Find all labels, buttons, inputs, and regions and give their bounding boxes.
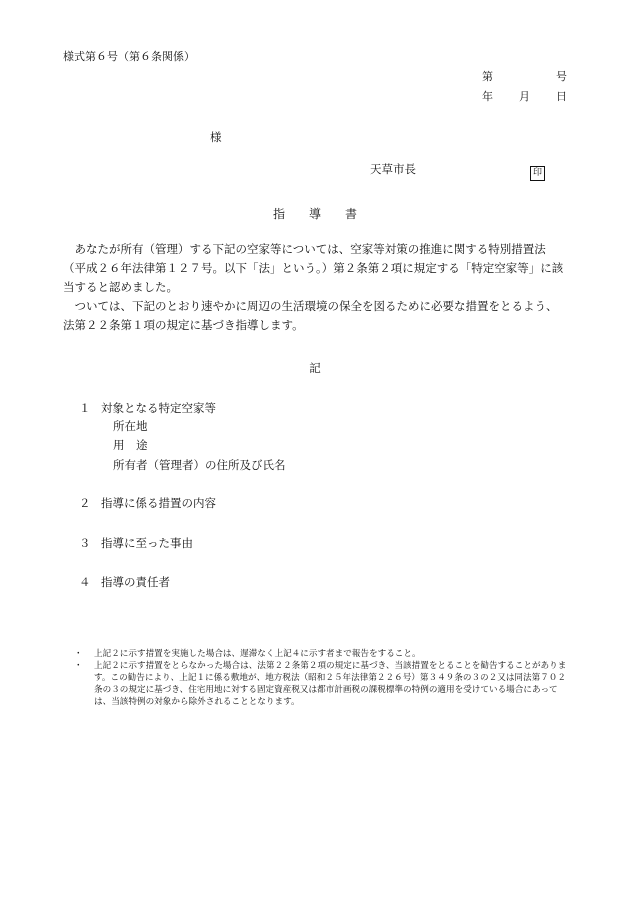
note-bullet: ・ — [74, 649, 83, 659]
item-3-number: ３ — [79, 536, 91, 550]
item-3-label: 指導に至った事由 — [101, 536, 193, 550]
body-text — [63, 240, 568, 335]
note-item — [74, 648, 569, 660]
item-2-label: 指導に係る措置の内容 — [101, 496, 216, 510]
note-bullet: ・ — [74, 661, 83, 671]
seal-icon: 印 — [530, 166, 545, 181]
addressee-suffix: 様 — [210, 130, 222, 144]
item-2-number: ２ — [79, 496, 91, 510]
item-4-label: 指導の責任者 — [101, 575, 170, 589]
body-paragraph-2: ついては、下記のとおり速やかに周辺の生活環境の保全を図るために必要な措置をとるよう、法第２２条第１項の規定に基づき指導します。 — [63, 299, 558, 332]
document-title: 指 導 書 — [272, 207, 357, 221]
note-text: 上記２に示す措置を実施した場合は、遅滞なく上記４に示す者まで報告をすること。 — [94, 649, 421, 659]
ki-heading: 記 — [309, 361, 321, 375]
item-1-number: １ — [79, 401, 91, 415]
body-paragraph-1: あなたが所有（管理）する下記の空家等については、空家等対策の推進に関する特別措置法（平成２６年法律第１２７号。以下「法」という。）第２条第２項に規定する「特定空家等」に該当すると認めました。 — [63, 242, 564, 294]
item-1-sub-use: 用 途 — [113, 438, 148, 452]
item-1-sub-location: 所在地 — [113, 419, 148, 433]
seal-mark — [530, 160, 545, 181]
note-item — [74, 660, 569, 708]
document-number-prefix: 第 — [482, 70, 493, 83]
date-year: 年 — [482, 90, 493, 103]
date-month: 月 — [519, 90, 530, 103]
note-text: 上記２に示す措置をとらなかった場合は、法第２２条第２項の規定に基づき、当該措置をとることを勧告することがあります。この勧告により、上記１に係る敷地が、地方税法（昭和２５年法律第２２６号）第３４９条の３の２又は同法第７０２条の３の規定に基づき、住宅用地に対する固定資産税又は都市計画税の課税標準の特例の適用を受けている場合にあっては、当該特例の対象から除外されることとなります。 — [94, 661, 567, 707]
item-4-number: ４ — [79, 575, 91, 589]
issuer-name: 天草市長 — [370, 162, 416, 176]
form-label: 様式第６号（第６条関係） — [63, 50, 195, 63]
document-number-suffix: 号 — [556, 70, 567, 83]
notes — [74, 648, 569, 708]
item-1-sub-owner: 所有者（管理者）の住所及び氏名 — [113, 458, 286, 472]
date-day: 日 — [556, 90, 567, 103]
item-1-label: 対象となる特定空家等 — [101, 401, 216, 415]
